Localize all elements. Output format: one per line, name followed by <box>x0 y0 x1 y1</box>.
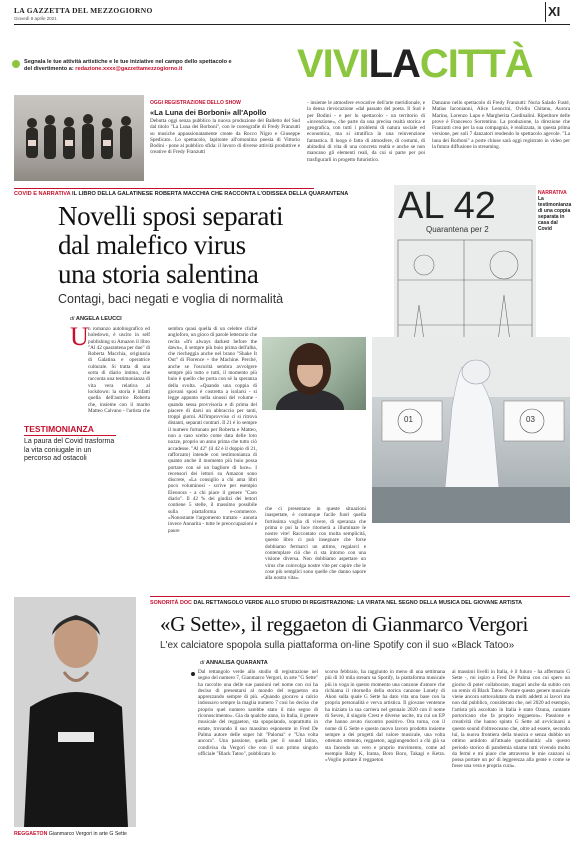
testimonianza-box <box>24 424 116 494</box>
tip-email[interactable]: redazione.xxxx@gazzettamezzogiorno.it <box>75 66 183 72</box>
music-kicker <box>150 600 522 606</box>
narrativa-caption-tag: NARRATIVA <box>538 190 567 196</box>
author-portrait-art <box>262 337 366 410</box>
music-bullet <box>191 672 195 676</box>
narrativa-caption <box>538 190 572 232</box>
singer-caption-tag: REGGAETON <box>14 831 48 837</box>
singer-caption <box>14 831 127 837</box>
story-col-3: che ci presentano in queste situazioni inaspettate, è comunque facile fuori quella fortissima voglia di vivere, di speranza che prima o poi la luce ritornerà a illuminare le nostre vite! Raccontato con molta semplicità, questo libro ci può insegnare che forse dobbiamo fermarci un attimo, regalarci e contemplare ciò che ci sta intorno con una visione diversa. Non dobbiamo aspettare un virus che coinvolga nostre vite per capire che le cose più semplici sono quelle che danno sapore alla nostra vita». <box>265 506 366 582</box>
story-col-2: sembra quasi quella di un celebre cliché angloforo, un gioco di parole letterario che recita «It's always darkest before the dawn», il sempre più buio prima dell'alba, che riecheggia anche nel brano "Shake It Out" di Florence + the Machine. Perché, anche se l'oscurità sembra avvolgere sempre più tutto e tutti, il momento più buio è quello che porta con sé la speranza della svolta. «Quando una coppia di giovani sposi è costretta a isolarsi - si legge appunto nella sinossi del volume - quando sessa provvisoria e di prima del piacere di darsi un abbraccio per tanti, troppi giorni. All'improvviso ci si ritrova distanti, separati contrari. Il 21 è lo sempre il numero fortunato per Roberta e Matteo, non a caso scelto come data delle loro nozze, proprio un anno prima che tutto ciò accadesse. "Al 42" (il 42 è il doppio di 21, rafforzato) intende con testimonianza di quanto anche il momento più buio possa portare con sé un bagliore di luce». I recensori dei lettori su Amazon sono discrete, «La consiglio a chi ama libri poco voluminosi - scrive per esempio Eleonora - a chi piace il genere "Caro diario". Il 42 % dei giudizi dei lettori contiene 5 stelle, il massimo possibile sulla piattaforma e-commerce. «Nonostante l'argomento trattato - annota invece Annarita - tutte le preoccupazioni e paure <box>168 326 257 534</box>
story-dropcap: U <box>70 322 89 351</box>
singer-caption-text: Gianmarco Vergori in arte G Sette <box>48 831 127 837</box>
tip-icon <box>12 60 20 68</box>
story-kicker-text: IL LIBRO DELLA GALATINESE ROBERTA MACCHIA CHE RACCONTA L'ODISSEA DELLA QUARANTENA <box>72 191 349 197</box>
music-headline: «G Sette», il reggaeton di Gianmarco Vergori <box>160 612 529 636</box>
story-headline-line-1: Novelli sposi separati <box>58 201 284 231</box>
music-col-2: scorso febbraio, ha raggiunto in meno di una settimana più di 10 mila stream su Spotify, la piattaforma musicale più in voga in questo momento una canzone d'amore che richiama il ritornello della storica canzone Lonely di Akon sulla quale G Sette ha dato vita una base con la propria personalità e verva artistica. Il giovane ventenne ha iniziato la sua carriera nel gennaio 2020 con il nome di Seven, il singolo Crest e diverse uscite, tra cui un EP che hanno avuto riscontro positivo. Ora torna, con il nome di G Sette e questo nuovo lavoro prodotto insieme sempre a dei progetti dal valore musicale, una volta ottenuto ottenuto, reggaeton, aggiungendoci a chi già sa sta facendo un vero e proprio movimento, come ad esempio Baby K, Irama, Boro Boro, Takagi e Ketra. «Voglio portare il reggaeton <box>325 669 445 764</box>
story-headline-line-3: una storia salentina <box>58 259 259 289</box>
hospital-photo <box>372 337 570 523</box>
story-subhead: Contagi, baci negati e voglia di normalità <box>58 292 284 306</box>
music-subhead: L'ex calciatore spopola sulla piattaforma on-line Spotify con il suo «Black Tatoo» <box>160 640 515 651</box>
music-byline-name: ANNALISA QUARANTA <box>205 660 268 666</box>
music-kicker-text: DAL RETTANGOLO VERDE ALLO STUDIO DI REGISTRAZIONE: LA VIRATA NEL SEGNO DELLA MUSICA DEL GIOVANE ARTISTA <box>193 600 523 606</box>
show-col-3: Danzano nello spettacolo di Fredy Franzutti: Nuria Salado Fusté, Matias Iaconianni, Alice Leoncini, Ovidiu Chitanu, Aurora Marino, Lorenzo Lupo e Margherita Cardinalini. Ripetitore delle prove è Francesco Sorrentino. La produzione, la direzione che Franzutti crea per la sua compagnia, è realizzata, in questa prima versione, per soli 7 danzatori rendendo lo spettacolo agevole. "La luna dei Borboni" a porte chiuse sarà oggi registrato in video per la futura diffusione in streaming. <box>432 100 570 151</box>
book-cover-title: AL 42 <box>398 185 496 227</box>
narrativa-caption-text: La testimonianza di una coppia separata in casa dal Covid <box>538 196 572 232</box>
scene-label-b: 03 <box>526 415 535 424</box>
testimonianza-tag: TESTIMONIANZA <box>24 424 116 436</box>
story-byline-name: ANGELA LEUCCI <box>75 316 122 322</box>
masthead-paper: LA GAZZETTA DEL MEZZOGIORNO <box>14 6 153 15</box>
page-number: XI <box>548 4 561 19</box>
story-headline-line-2: dal malefico virus <box>58 230 246 260</box>
section-title <box>297 44 533 84</box>
show-headline: «La Luna dei Borboni» all'Apollo <box>150 108 267 117</box>
story-kicker <box>14 191 348 197</box>
testimonianza-text: La paura del Covid trasforma la vita coniugale in un percorso ad ostacoli <box>24 438 115 463</box>
story-headline <box>58 202 283 289</box>
music-kicker-tag: SONORITÀ DOC <box>150 600 192 606</box>
music-col-3: ai massimi livelli in Italia, è il futuro - ha affermato G Sette -, mi ispiro a Fred De Palma con cui spero un giorno di poter collaborare, magari anche da subito con un remix di Black Tatoo. Portare questo genere musicale viene ancora sottovalutato da molti addetti ai lavori ma non dal pubblico, considerato che, nel 2020 ad esempio, l'artista più ascoltato in Italia è stato Ozuna, cantante portoricano che fa proprio reggaeton». Passione e creatività che hanno spinto G Sette ad avvicinarsi a questo sound d'oltreoceano che, oltre ad essere, secondo lui, la nuova frontiera della musica e senza dubbio un ottimo antidoto all'attuale quotidianità: «In questo periodo storico di pandemia stiamo tutti vivendo molto da fermi e mi piace che attraverso le mie canzoni si possa portare un po' di leggerezza alla gente e come se fosse una vera e propria cura». <box>452 669 570 770</box>
hospital-scene <box>372 337 570 523</box>
scene-label-a: 01 <box>404 415 413 424</box>
music-byline <box>200 660 268 666</box>
ballet-photo <box>14 95 144 181</box>
masthead-date: Giovedì 8 aprile 2021 <box>14 16 57 21</box>
story-kicker-tag: COVID E NARRATIVA <box>14 191 71 197</box>
masthead-rule <box>14 24 570 25</box>
section-title-vivi: VIVI <box>297 42 369 86</box>
singer-photo <box>14 597 136 827</box>
ballet-dancers-illustration <box>14 95 144 181</box>
tip-text-body: Segnala le tue attività artistiche e le tue iniziative nel campo dello spettacolo e del divertimento a: <box>24 59 232 72</box>
story-top-rule <box>14 188 314 189</box>
story-col-1: n romanzo autobiografico ed holedown, è uscito in self publishing su Amazon il libro "Al 42 quarantena per due" di Roberta Macchia, originaria di Galatina e operatrice culturale. Si tratta di una sorta di diario intimo, che racconta una testimonianza di vita vera relativa al lockdown: la storia è infatti quella dell'autrice Roberta che, insieme con il marito Matteo Calvano - l'artista che <box>88 326 150 414</box>
page-marker <box>545 2 546 22</box>
tip-text <box>24 59 234 73</box>
show-col-1: Debutta oggi senza pubblico la nuova produzione del Balletto del Sud dal titolo "La Luna dei Borboni", con le coreografie di Fredy Franzutti su musiche appassionatamente create da Rocco Nigro e Giuseppe Spedicato. Lo spettacolo, lapitonte all'omonima poesia di Vittorio Bodini - pone al pubblico sfida: il lavoro di diverse attività produttive e creative di Fredy Franzutti <box>150 118 300 156</box>
music-top-rule <box>150 596 570 597</box>
story-byline-di: di <box>70 316 75 322</box>
music-col-1: Dal rettangolo verde allo studio di registrazione nel segno del numero 7, Gianmarco Vergori, in arte "G Sette" ha raccolto una delle sue passioni nel nome con cui ha deciso di presentarsi al mondo del reggaeton sta apprezzando sempre di più. «Quando giocavo a calcio indossavo sempre la maglia numero 7 così ho deciso che proprio quel numero sarebbe stato il mio segno di riconoscimento». Gia da qualche anno, in Italia, il genere musicale del reggaeton, sta spopolando, soprattutto in estate, trovando il suo massimo esponente in Fred De Palma autore delle super hit "Paloma" e "Una volta ancora". Una passione, quella per il sound latino, condivisa da Vergori che con il suo primo singolo ufficiale "Black Tatoo", pubblicato lo <box>198 669 318 757</box>
book-cover-subtitle: Quarantena per 2 <box>426 225 489 234</box>
section-title-citta: CITTÀ <box>419 42 533 86</box>
music-byline-di: di <box>200 660 205 666</box>
story-col-1c <box>64 502 162 590</box>
author-portrait <box>262 337 366 410</box>
section-title-la: LA <box>368 42 420 86</box>
show-col-2: - insieme le atmosfere evocative dell'arte meridionale, e la densa rievocazione «dal passato del poeta. Il Sud è per Bodini - e per lo spettacolo - un territorio di «invenzione», che parte da una precisa realtà storica e geografica, con tutti i problemi di natura sociale ed economica, ma si stratifica in una reinvenzione fantastica. Il luogo è fatto di atmosfere, di costumi, di abitudini di vita di una concreta realtà e anche se non mancano gli elementi reali, da cui si parte per poi trasfigurarli in progetto futuristico. <box>307 100 425 163</box>
story-col-1b <box>120 416 162 502</box>
singer-photo-art <box>14 597 136 827</box>
show-kicker: OGGI REGISTRAZIONE DELLO SHOW <box>150 100 241 106</box>
